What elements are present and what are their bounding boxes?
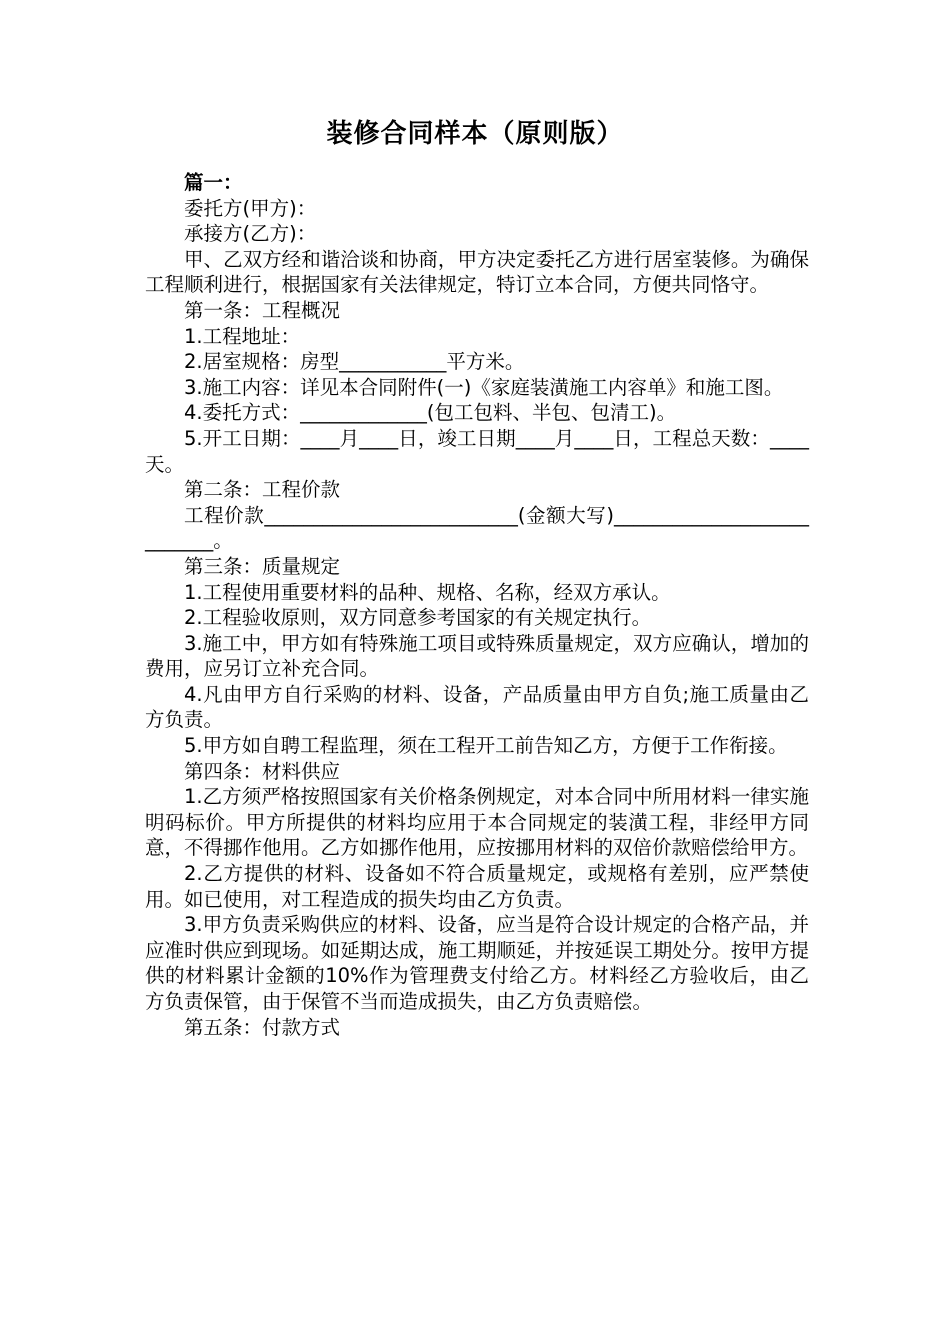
section-heading: 篇一： — [184, 171, 243, 194]
clause-paragraph: 1.乙方须严格按照国家有关价格条例规定，对本合同中所用材料一律实施明码标价。甲方所提供的材料均应用于本合同规定的装潢工程，非经甲方同意，不得挪作他用。乙方如挪作他用，应按挪用材料的双倍价款赔偿给甲方。 — [145, 785, 809, 860]
clause-paragraph: 1.工程地址： — [184, 324, 301, 348]
clause-paragraph: 2.工程验收原则，双方同意参考国家的有关规定执行。 — [184, 606, 652, 630]
clause-paragraph: 2.居室规格：房型___________平方米。 — [184, 350, 525, 374]
clause-paragraph: 1.工程使用重要材料的品种、规格、名称，经双方承认。 — [184, 580, 671, 604]
document-body — [145, 170, 809, 1040]
article-heading: 第五条：付款方式 — [184, 1015, 341, 1039]
article-heading: 第二条：工程价款 — [184, 478, 341, 502]
clause-paragraph: 5.开工日期：____月____日，竣工日期____月____日，工程总天数：____天。 — [145, 426, 809, 476]
clause-paragraph: 3.甲方负责采购供应的材料、设备，应当是符合设计规定的合格产品，并应准时供应到现场。如延期达成，施工期顺延，并按延误工期处分。按甲方提供的材料累计金额的10%作为管理费支付给乙方。材料经乙方验收后，由乙方负责保管，由于保管不当而造成损失，由乙方负责赔偿。 — [145, 913, 809, 1013]
clause-paragraph: 3.施工内容：详见本合同附件(一)《家庭装潢施工内容单》和施工图。 — [184, 375, 784, 399]
clause-paragraph: 4.凡由甲方自行采购的材料、设备，产品质量由甲方自负;施工质量由乙方负责。 — [145, 682, 809, 732]
article-heading: 第一条：工程概况 — [184, 298, 341, 322]
clause-paragraph: 4.委托方式：_____________(包工包料、半包、包清工)。 — [184, 401, 677, 425]
clause-paragraph: 工程价款__________________________(金额大写)___________________________。 — [145, 503, 809, 553]
article-heading: 第三条：质量规定 — [184, 554, 341, 578]
clause-paragraph: 2.乙方提供的材料、设备如不符合质量规定，或规格有差别，应严禁使用。如已使用，对工程造成的损失均由乙方负责。 — [145, 862, 809, 911]
clause-paragraph: 3.施工中，甲方如有特殊施工项目或特殊质量规定，双方应确认，增加的费用，应另订立补充合同。 — [145, 631, 809, 681]
party-b-line: 承接方(乙方)： — [184, 222, 317, 246]
document-title: 装修合同样本（原则版） — [326, 119, 624, 149]
clause-paragraph: 5.甲方如自聘工程监理，须在工程开工前告知乙方，方便于工作衔接。 — [184, 734, 788, 758]
article-heading: 第四条：材料供应 — [184, 759, 341, 783]
party-a-line: 委托方(甲方)： — [184, 196, 317, 220]
preamble-paragraph: 甲、乙双方经和谐洽谈和协商，甲方决定委托乙方进行居室装修。为确保工程顺利进行，根据国家有关法律规定，特订立本合同，方便共同恪守。 — [145, 247, 809, 297]
